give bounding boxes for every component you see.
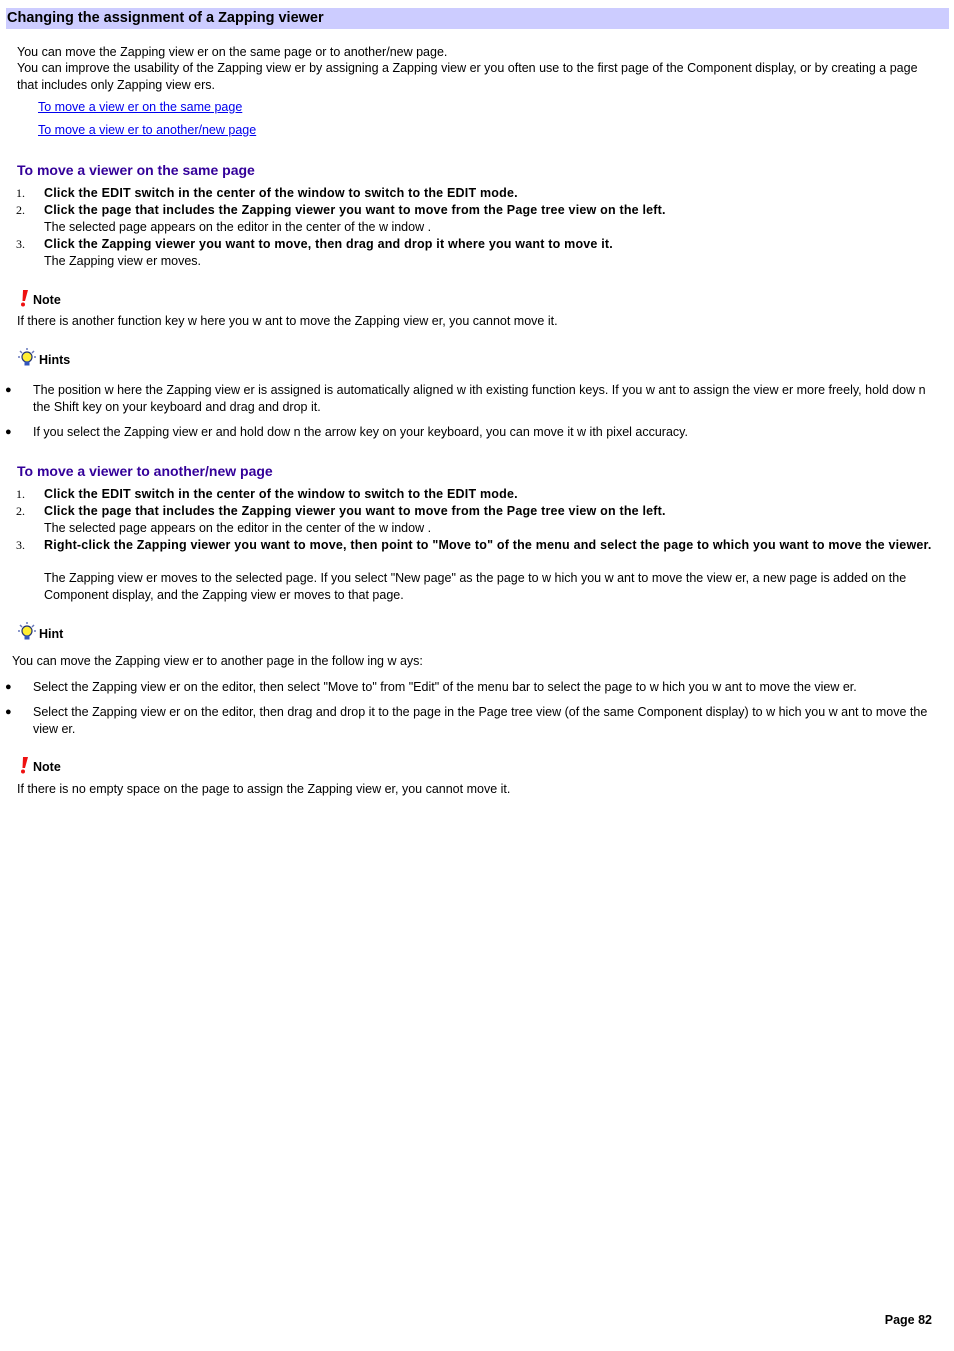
step-number: 2. [16,504,25,518]
section1-step-3-result: The Zapping view er moves. [44,254,202,268]
link-same-page[interactable]: To move a view er on the same page [38,100,243,114]
bullet: ● [5,681,12,693]
step-number: 3. [16,538,25,552]
hint-label: Hint [39,627,64,641]
step-number: 1. [16,186,25,200]
note-text: If there is no empty space on the page to assign the Zapping view er, you cannot move it. [17,782,511,796]
section2-step-2-result: The selected page appears on the editor in the center of the w indow . [44,521,432,535]
section1-heading: To move a viewer on the same page [17,162,255,178]
section2-step-2: Click the page that includes the Zapping viewer you want to move from the Page tree view on the left. [44,504,666,518]
step-number: 2. [16,203,25,217]
page-number: Page 82 [884,1313,932,1327]
step-number: 1. [16,487,25,501]
bullet: ● [5,384,12,396]
bullet: ● [5,426,12,438]
link-another-page[interactable]: To move a view er to another/new page [38,123,257,137]
intro-line-2: You can improve the usability of the Zapping view er by assigning a Zapping view er you often use to the first page of the Component display, or by creating a page that includes only Zapping view ers. [17,61,918,92]
hints-label: Hints [39,353,71,367]
hint-item: The position w here the Zapping view er is assigned is automatically aligned w ith existing function keys. If you w ant to assign the view er more freely, hold dow n the Shift key on your keyboard and drag and drop it. [33,383,926,414]
step-number: 3. [16,237,25,251]
intro-line-1: You can move the Zapping view er on the same page or to another/new page. [17,45,448,59]
section2-heading: To move a viewer to another/new page [17,463,273,479]
section2-step-1: Click the EDIT switch in the center of the window to switch to the EDIT mode. [44,487,518,501]
section2-step-3-result: The Zapping view er moves to the selected page. If you select "New page" as the page to w hich you w ant to move the view er, a new page is added on the Component display, and the Zapping view er moves to that page. [44,571,907,602]
exclamation-icon [18,289,30,307]
lightbulb-icon [17,347,37,367]
note-text: If there is another function key w here you w ant to move the Zapping view er, you cannot move it. [17,314,558,328]
section1-step-2: Click the page that includes the Zapping viewer you want to move from the Page tree view on the left. [44,203,666,217]
hint-item: Select the Zapping view er on the editor, then drag and drop it to the page in the Page tree view (of the same Component display) to w hich you w ant to move the view er. [33,705,928,736]
section2-step-3: Right-click the Zapping viewer you want to move, then point to "Move to" of the menu and select the page to which you want to move the viewer. [44,538,932,552]
bullet: ● [5,706,12,718]
exclamation-icon [18,756,30,774]
hint-item: If you select the Zapping view er and hold dow n the arrow key on your keyboard, you can move it w ith pixel accuracy. [33,425,688,439]
section1-step-1: Click the EDIT switch in the center of the window to switch to the EDIT mode. [44,186,518,200]
note-label: Note [33,760,61,774]
section1-step-3: Click the Zapping viewer you want to move, then drag and drop it where you want to move it. [44,237,613,251]
section1-step-2-result: The selected page appears on the editor in the center of the w indow . [44,220,432,234]
page-title: Changing the assignment of a Zapping viewer [7,10,324,26]
lightbulb-icon [17,621,37,641]
hint-intro: You can move the Zapping view er to another page in the follow ing w ays: [12,654,423,668]
hint-item: Select the Zapping view er on the editor, then select "Move to" from "Edit" of the menu bar to select the page to w hich you w ant to move the view er. [33,680,857,694]
note-label: Note [33,293,61,307]
